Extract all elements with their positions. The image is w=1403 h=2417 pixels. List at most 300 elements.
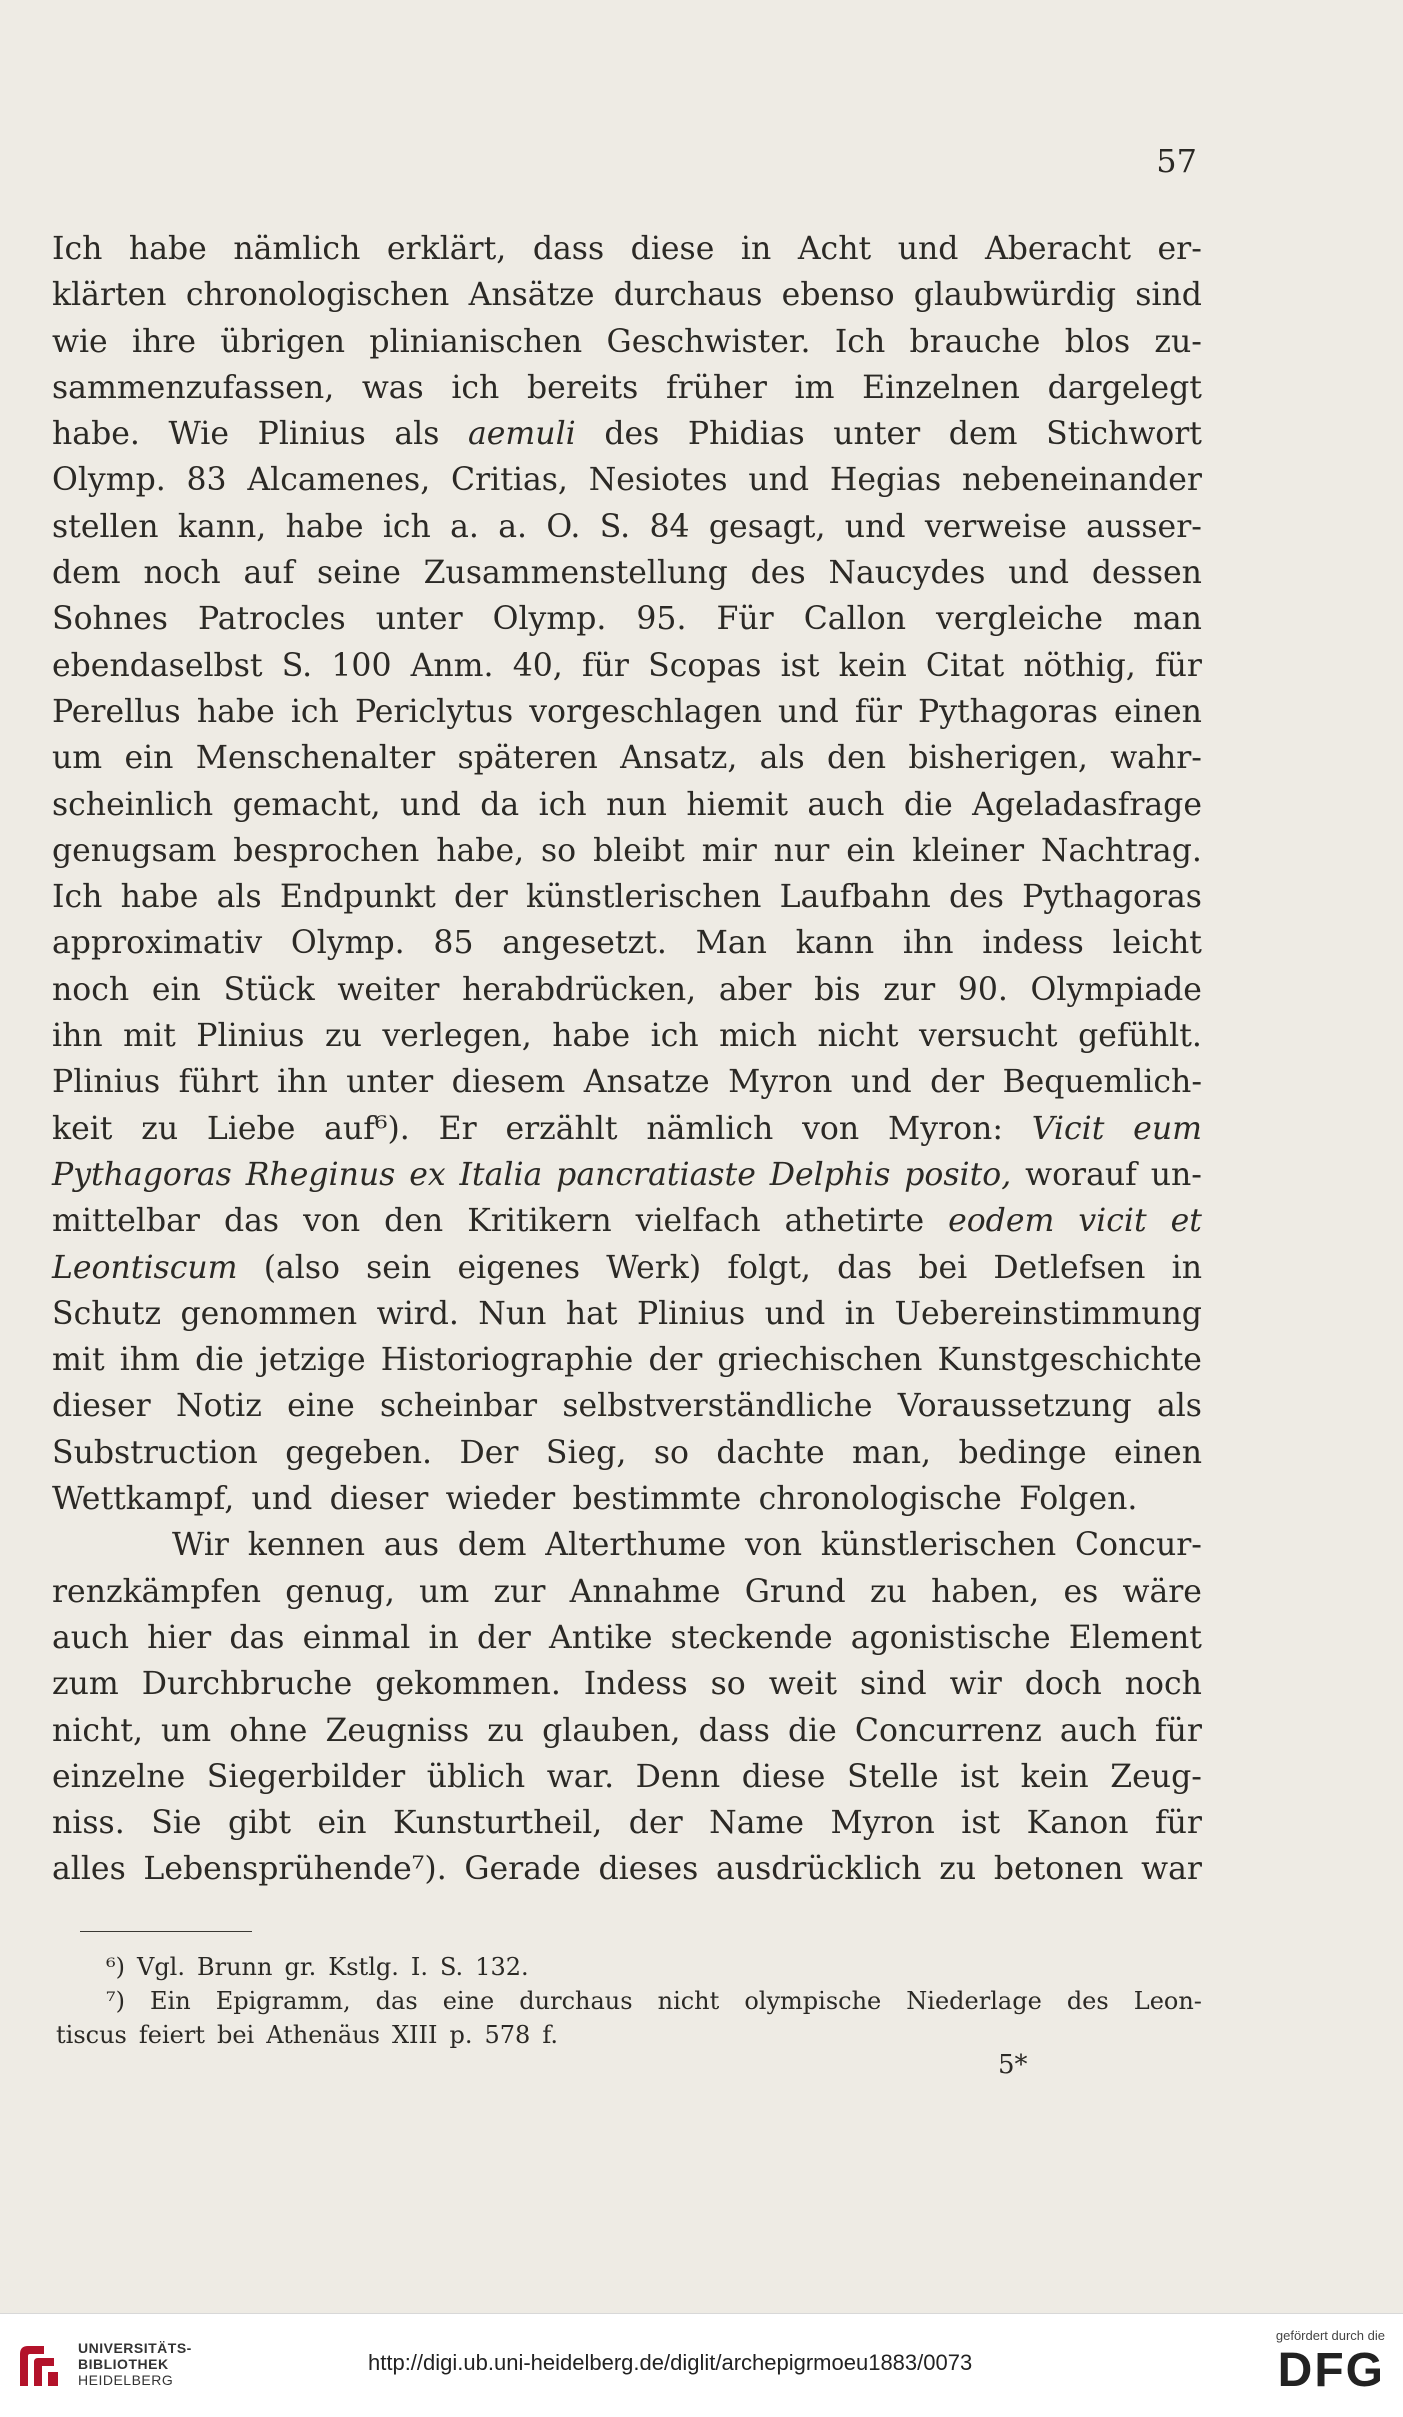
footnote-word: ⁶) <box>106 1953 125 1981</box>
word: als <box>759 740 805 777</box>
word: habe. <box>52 416 140 453</box>
word: habe <box>120 879 199 916</box>
word: eigenes <box>457 1249 581 1286</box>
word: Ageladasfrage <box>972 786 1202 823</box>
word: verweise <box>924 508 1067 545</box>
text-line <box>52 596 1202 642</box>
word: Schutz <box>52 1295 162 1332</box>
word: Kunstgeschichte <box>937 1342 1202 1379</box>
footnote-word: tiscus <box>56 2021 127 2049</box>
text-line <box>52 1430 1202 1476</box>
word: Vicit <box>1031 1110 1105 1147</box>
footnote-word: des <box>1066 1987 1109 2015</box>
word: und <box>748 462 810 499</box>
word: und <box>1008 555 1070 592</box>
word: approximativ <box>52 925 263 962</box>
word: und <box>844 508 906 545</box>
word: einmal <box>302 1619 411 1656</box>
word: nämlich <box>646 1110 774 1147</box>
footnote-word: olympische <box>744 1987 882 2015</box>
signature-mark: 5* <box>998 2050 1028 2080</box>
word: ich <box>650 1018 699 1055</box>
text-line <box>52 319 1202 365</box>
word: Für <box>716 601 774 638</box>
text-line <box>52 1152 1202 1198</box>
word: des <box>948 879 1004 916</box>
word: und <box>400 786 461 823</box>
word: da <box>480 786 520 823</box>
word: Hegias <box>829 462 942 499</box>
word: doch <box>1024 1666 1102 1703</box>
word: posito, <box>904 1156 1012 1193</box>
footnote-word: Vgl. <box>136 1953 185 1981</box>
footnote-line <box>56 2018 1202 2052</box>
word: Gerade <box>464 1851 581 1888</box>
word: einen <box>1113 693 1202 730</box>
word: steckende <box>670 1619 833 1656</box>
word: der <box>453 879 508 916</box>
word: Nachtrag. <box>1040 832 1202 869</box>
word: Antike <box>549 1619 653 1656</box>
word: zu- <box>1154 323 1202 360</box>
word: gesagt, <box>708 508 826 545</box>
word: bedinge <box>958 1434 1087 1471</box>
word: 90. <box>957 971 1008 1008</box>
word: et <box>1170 1203 1202 1240</box>
text-line <box>52 1198 1202 1244</box>
word: Italia <box>459 1156 543 1193</box>
word: Zusammenstellung <box>423 555 728 592</box>
word: um <box>161 1712 212 1749</box>
word: hier <box>147 1619 212 1656</box>
word: Scopas <box>648 647 762 684</box>
word: gefühlt. <box>1078 1018 1202 1055</box>
text-line <box>52 782 1202 828</box>
word: Stück <box>223 971 315 1008</box>
text-line <box>52 457 1202 503</box>
word: genugsam <box>52 832 217 869</box>
word: ich <box>382 508 431 545</box>
word: ein <box>846 832 896 869</box>
word: haben, <box>931 1573 1040 1610</box>
word: Annahme <box>569 1573 721 1610</box>
footnote-word: 578 <box>484 2021 531 2049</box>
text-line <box>52 828 1202 874</box>
word: gemacht, <box>232 786 381 823</box>
word: Citat <box>925 647 1005 684</box>
word: Perellus <box>52 693 181 730</box>
text-line <box>52 1522 1202 1568</box>
word: 85 <box>433 925 474 962</box>
word: Geschwister. <box>606 323 811 360</box>
word: war. <box>546 1758 615 1795</box>
word: Er <box>438 1110 477 1147</box>
word: bestimmte <box>572 1481 742 1518</box>
word: die <box>195 1342 244 1379</box>
word: Patrocles <box>197 601 346 638</box>
word: wahr- <box>1110 740 1202 777</box>
word: ihre <box>132 323 197 360</box>
word: im <box>794 369 835 406</box>
university-library-logo <box>14 2340 64 2392</box>
word: nöthig, <box>1023 647 1136 684</box>
word: selbstverständliche <box>562 1388 873 1425</box>
word: eum <box>1133 1110 1202 1147</box>
word: für <box>1154 1805 1202 1842</box>
word: ist <box>961 1805 1001 1842</box>
word: nur <box>773 832 830 869</box>
word: agonistische <box>850 1619 1051 1656</box>
word: in <box>428 1619 459 1656</box>
word: dargelegt <box>1047 369 1202 406</box>
footnote-separator <box>80 1931 252 1932</box>
word: hat <box>565 1295 618 1332</box>
word: scheinbar <box>380 1388 538 1425</box>
word: mich <box>719 1018 798 1055</box>
word: Ich <box>834 323 886 360</box>
word: so <box>710 1666 746 1703</box>
word: zu <box>869 1573 907 1610</box>
word: noch <box>143 555 221 592</box>
footnote-word: Athenäus <box>266 2021 380 2049</box>
word: Zeug- <box>1110 1758 1202 1795</box>
word: Olympiade <box>1030 971 1202 1008</box>
word: ich <box>290 693 339 730</box>
word: in <box>844 1295 876 1332</box>
word: für <box>1154 647 1202 684</box>
text-line <box>52 1661 1202 1707</box>
footnote-word: gr. <box>284 1953 317 1981</box>
word: bleibt <box>593 832 685 869</box>
word: worauf <box>1025 1156 1137 1193</box>
word: Einzelnen <box>862 369 1020 406</box>
word: eine <box>287 1388 355 1425</box>
word: jetzige <box>259 1342 366 1379</box>
word: dieser <box>52 1388 151 1425</box>
footnote-word: f. <box>542 2021 558 2049</box>
word: man, <box>852 1434 931 1471</box>
word: ein <box>151 971 201 1008</box>
word: aus <box>383 1527 439 1564</box>
word: als <box>1156 1388 1202 1425</box>
main-text <box>52 226 1202 1893</box>
word: das <box>229 1619 285 1656</box>
word: ein <box>124 740 174 777</box>
text-line <box>52 226 1202 272</box>
word: aemuli <box>468 416 576 453</box>
word: durchaus <box>613 277 763 314</box>
word: gegeben. <box>285 1434 432 1471</box>
text-line <box>52 1383 1202 1429</box>
word: den <box>826 740 887 777</box>
word: führt <box>178 1064 259 1101</box>
word: ich <box>538 786 587 823</box>
word: blos <box>1064 323 1131 360</box>
word: Liebe <box>206 1110 296 1147</box>
footnote-word: eine <box>442 1987 495 2015</box>
word: habe <box>196 693 275 730</box>
word: unter <box>346 1064 434 1101</box>
word: dessen <box>1091 555 1202 592</box>
word: was <box>361 369 424 406</box>
word: seine <box>317 555 401 592</box>
word: weit <box>768 1666 838 1703</box>
word: Ansatz, <box>620 740 738 777</box>
word: Stelle <box>846 1758 939 1795</box>
word: des <box>750 555 806 592</box>
word: ohne <box>229 1712 308 1749</box>
word: Delphis <box>769 1156 891 1193</box>
word: Stichwort <box>1046 416 1202 453</box>
word: bisherigen, <box>908 740 1088 777</box>
word: Concurrenz <box>854 1712 1042 1749</box>
word: es <box>1063 1573 1099 1610</box>
word: weiter <box>337 971 440 1008</box>
word: um <box>419 1573 470 1610</box>
footnote-word: Epigramm, <box>215 1987 351 2015</box>
word: vicit <box>1078 1203 1147 1240</box>
word: Myron <box>728 1064 833 1101</box>
word: ich <box>451 369 500 406</box>
word: Kunsturtheil, <box>392 1805 603 1842</box>
word: man <box>1133 601 1202 638</box>
word: und <box>897 231 959 267</box>
word: Ansätze <box>468 277 595 314</box>
text-line <box>52 550 1202 596</box>
word: zum <box>52 1666 119 1703</box>
text-line <box>52 1846 1202 1892</box>
word: Wir <box>172 1527 229 1564</box>
text-line <box>52 1754 1202 1800</box>
word: ein <box>317 1805 367 1842</box>
word: Alterthume <box>545 1527 727 1564</box>
word: wieder <box>445 1481 556 1518</box>
text-line <box>52 1337 1202 1383</box>
word: S. <box>281 647 313 684</box>
word: Critias, <box>451 462 568 499</box>
word: Siegerbilder <box>206 1758 406 1795</box>
word: mit <box>52 1342 105 1379</box>
word: kein <box>1020 1758 1089 1795</box>
word: genommen <box>180 1295 358 1332</box>
footnote-line <box>56 1950 1202 1984</box>
footnote-word: Niederlage <box>906 1987 1042 2015</box>
word: Laufbahn <box>779 879 931 916</box>
word: kennen <box>247 1527 365 1564</box>
dfg-logo: DFG <box>1277 2344 1385 2397</box>
footnote-word: bei <box>216 2021 255 2049</box>
word: so <box>541 832 577 869</box>
word: bereits <box>526 369 639 406</box>
word: Pythagoras <box>918 693 1098 730</box>
word: früher <box>665 369 767 406</box>
word: plinianischen <box>369 323 583 360</box>
word: Zeugniss <box>325 1712 470 1749</box>
word: Sohnes <box>52 601 168 638</box>
word: Aberacht <box>985 231 1131 267</box>
word: vergleiche <box>936 601 1104 638</box>
word: habe, <box>436 832 525 869</box>
word: Werk) <box>606 1249 702 1286</box>
footnote-word: feiert <box>138 2021 205 2049</box>
word: hiemit <box>686 786 788 823</box>
word: diese <box>630 231 715 267</box>
word: genug, <box>285 1573 395 1610</box>
word: zu <box>939 1851 977 1888</box>
word: des <box>604 416 660 453</box>
funding-note: gefördert durch die <box>1275 2328 1385 2343</box>
word: nicht, <box>52 1712 143 1749</box>
word: künstlerischen <box>526 879 762 916</box>
word: auch <box>807 786 885 823</box>
text-line <box>52 1106 1202 1152</box>
word: Anm. <box>410 647 494 684</box>
text-line <box>52 1708 1202 1754</box>
text-line <box>52 643 1202 689</box>
footnote-word: p. <box>449 2021 473 2049</box>
word: mir <box>701 832 757 869</box>
word: verlegen, <box>382 1018 532 1055</box>
word: Durchbruche <box>141 1666 353 1703</box>
word: besprochen <box>233 832 420 869</box>
word: Nesiotes <box>588 462 728 499</box>
word: Leontiscum <box>52 1249 238 1286</box>
word: auf <box>243 555 295 592</box>
word: Voraussetzung <box>897 1388 1132 1425</box>
word: Nun <box>478 1295 547 1332</box>
word: Wie <box>168 416 230 453</box>
word: zu <box>487 1712 525 1749</box>
word: scheinlich <box>52 786 214 823</box>
city-name-line: HEIDELBERG <box>78 2372 174 2388</box>
word: so <box>653 1434 689 1471</box>
word: Callon <box>803 601 906 638</box>
word: auch <box>1059 1712 1137 1749</box>
text-line <box>52 1476 1202 1522</box>
word: niss. <box>52 1805 125 1842</box>
word: Myron: <box>887 1110 1003 1147</box>
word: Ich <box>52 879 103 916</box>
word: und <box>764 1295 826 1332</box>
word: einzelne <box>52 1758 186 1795</box>
word: noch <box>52 971 130 1008</box>
word: der <box>628 1805 683 1842</box>
word: nebeneinander <box>961 462 1202 499</box>
word: glaubwürdig <box>913 277 1116 314</box>
footnote-line <box>56 1984 1202 2018</box>
word: ihn <box>902 925 954 962</box>
word: dachte <box>716 1434 825 1471</box>
word: Periclytus <box>354 693 514 730</box>
text-line <box>52 504 1202 550</box>
word: Sie <box>151 1805 202 1842</box>
word: von <box>303 1203 361 1240</box>
word: habe <box>128 231 207 267</box>
university-name-line: UNIVERSITÄTS- <box>78 2340 192 2356</box>
word: Lebensprühende⁷). <box>143 1851 447 1888</box>
word: Endpunkt <box>279 879 436 916</box>
footnote-word: S. <box>439 1953 464 1981</box>
word: ihn <box>52 1018 103 1055</box>
text-line <box>52 920 1202 966</box>
word: aber <box>718 971 792 1008</box>
word: ihn <box>277 1064 328 1101</box>
word: erzählt <box>505 1110 618 1147</box>
word: dass <box>532 231 605 267</box>
text-line <box>52 1013 1202 1059</box>
word: Acht <box>797 231 872 267</box>
word: Menschenalter <box>195 740 436 777</box>
word: ausdrücklich <box>716 1851 922 1888</box>
word: von <box>802 1110 860 1147</box>
university-library-name <box>78 2340 192 2388</box>
word: sammenzufassen, <box>52 369 335 406</box>
text-line <box>52 689 1202 735</box>
word: gibt <box>227 1805 292 1842</box>
text-line <box>52 1615 1202 1661</box>
text-line <box>52 874 1202 920</box>
text-line <box>52 365 1202 411</box>
funder-block <box>1225 2328 1385 2399</box>
word: diesem <box>451 1064 566 1101</box>
word: bis <box>814 971 861 1008</box>
word: Element <box>1068 1619 1202 1656</box>
text-line <box>52 735 1202 781</box>
word: übrigen <box>220 323 346 360</box>
word: a. <box>498 508 528 545</box>
word: dieses <box>598 1851 699 1888</box>
word: ist <box>960 1758 1000 1795</box>
word: für <box>581 647 629 684</box>
word: Der <box>459 1434 519 1471</box>
word: renzkämpfen <box>52 1573 262 1610</box>
word: auch <box>52 1619 129 1656</box>
word: dem <box>52 555 121 592</box>
word: O. <box>546 508 581 545</box>
word: unter <box>833 416 921 453</box>
word: pancratiaste <box>556 1156 756 1193</box>
word: mittelbar <box>52 1203 200 1240</box>
word: habe <box>552 1018 631 1055</box>
word: chronologische <box>758 1481 1002 1518</box>
text-line <box>52 967 1202 1013</box>
word: Folgen. <box>1019 1481 1138 1518</box>
word: war <box>1141 1851 1202 1888</box>
permalink-url[interactable]: http://digi.ub.uni-heidelberg.de/diglit/archepigrmoeu1883/0073 <box>368 2350 973 2375</box>
word: wird. <box>376 1295 459 1332</box>
word: für <box>1154 1712 1202 1749</box>
word: wäre <box>1122 1573 1202 1610</box>
word: Indess <box>583 1666 688 1703</box>
word: Bequemlich- <box>1002 1064 1202 1101</box>
footnote-word: durchaus <box>519 1987 633 2015</box>
word: athetirte <box>784 1203 925 1240</box>
word: diese <box>741 1758 826 1795</box>
word: unter <box>375 601 463 638</box>
word: in <box>1171 1249 1202 1286</box>
word: Phidias <box>687 416 805 453</box>
text-line <box>52 1245 1202 1291</box>
word: dem <box>948 416 1018 453</box>
word: Naucydes <box>828 555 986 592</box>
word: (also <box>263 1249 340 1286</box>
word: kein <box>838 647 907 684</box>
word: Uebereinstimmung <box>894 1295 1202 1332</box>
word: 95. <box>636 601 687 638</box>
word: das <box>837 1249 893 1286</box>
word: zu <box>324 1018 362 1055</box>
word: Grund <box>744 1573 846 1610</box>
